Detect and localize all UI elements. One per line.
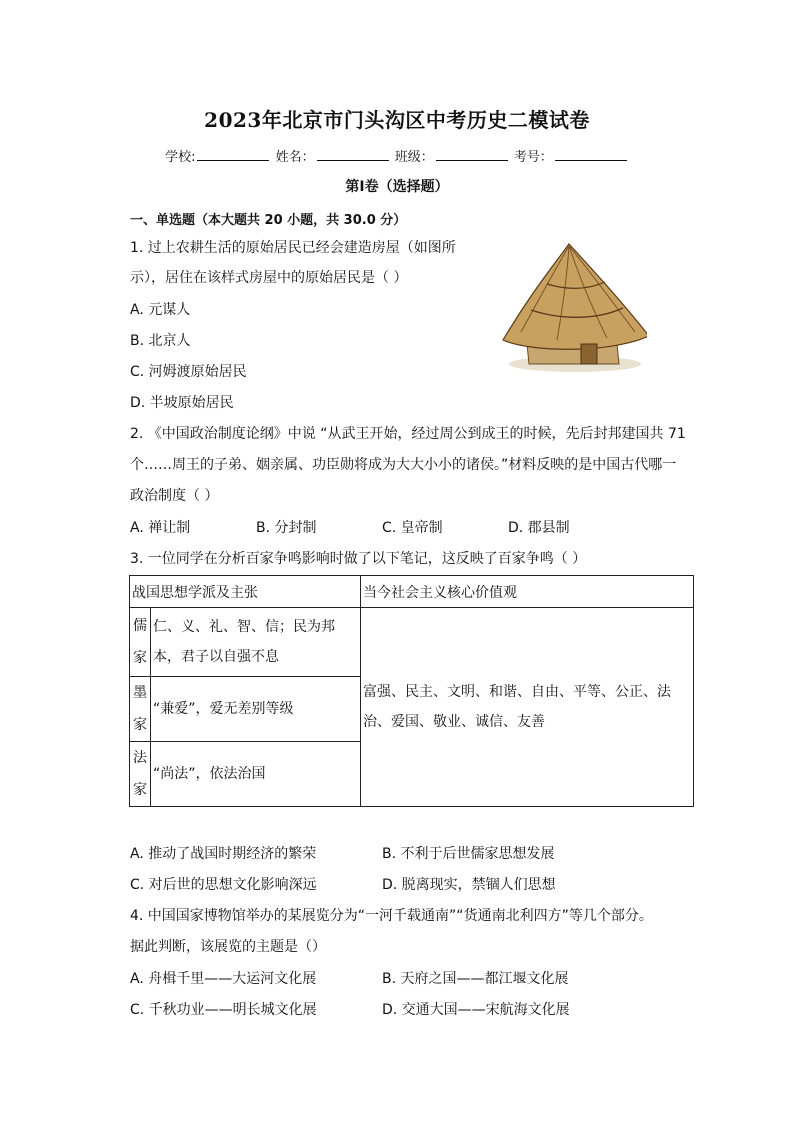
q3-line1: 3. 一位同学在分析百家争鸣影响时做了以下笔记，这反映了百家争鸣（ ） xyxy=(130,551,587,567)
q4-option-a: A. 舟楫千里——大运河文化展 xyxy=(130,971,317,987)
exam-no-blank[interactable] xyxy=(555,148,627,161)
table-desc-mohist: “兼爱”，爱无差别等级 xyxy=(151,677,361,742)
section-heading: 一、单选题（本大题共 20 小题，共 30.0 分） xyxy=(130,213,407,228)
q3-option-c: C. 对后世的思想文化影响深远 xyxy=(130,877,317,893)
school-blank[interactable] xyxy=(197,148,269,161)
q2-option-b: B. 分封制 xyxy=(256,520,317,536)
q3-option-b: B. 不利于后世儒家思想发展 xyxy=(382,846,555,862)
q2-option-c: C. 皇帝制 xyxy=(382,520,443,536)
q4-line1: 4. 中国国家博物馆举办的某展览分为“一河千载通南”“货通南北利四方”等几个部分。 xyxy=(130,908,653,924)
q2-line3: 政治制度（ ） xyxy=(130,488,219,504)
page-title: 2023年北京市门头沟区中考历史二模试卷 xyxy=(204,108,590,132)
q4-option-b: B. 天府之国——都江堰文化展 xyxy=(382,971,569,987)
q3-option-a: A. 推动了战国时期经济的繁荣 xyxy=(130,846,317,862)
table-school-mohist: 墨家 xyxy=(130,677,151,742)
table-school-confucian: 儒家 xyxy=(130,608,151,677)
name-label: 姓名： xyxy=(275,150,315,165)
table-core-values: 富强、民主、文明、和谐、自由、平等、公正、法治、爱国、敬业、诚信、友善 xyxy=(361,608,694,807)
q4-line2: 据此判断，该展览的主题是（） xyxy=(130,939,326,955)
q4-option-c: C. 千秋功业——明长城文化展 xyxy=(130,1002,317,1018)
q2-option-d: D. 郡县制 xyxy=(508,520,570,536)
q3-table xyxy=(129,575,694,807)
q2-line2: 个……周王的子弟、姻亲属、功臣勋将成为大大小小的诸侯。”材料反映的是中国古代哪一 xyxy=(130,457,677,473)
school-label: 学校: xyxy=(165,150,196,165)
q1-option-a: A. 元谋人 xyxy=(130,302,191,318)
table-desc-confucian: 仁、义、礼、智、信；民为邦本，君子以自强不息 xyxy=(151,608,361,677)
q1-line1: 1. 过上农耕生活的原始居民已经会建造房屋（如图所 xyxy=(130,240,456,256)
q1-option-c: C. 河姆渡原始居民 xyxy=(130,364,247,380)
class-label: 班级： xyxy=(394,150,434,165)
q3-option-d: D. 脱离现实，禁锢人们思想 xyxy=(382,877,556,893)
name-blank[interactable] xyxy=(317,148,389,161)
q4-option-d: D. 交通大国——宋航海文化展 xyxy=(382,1002,570,1018)
q1-line2: 示），居住在该样式房屋中的原始居民是（ ） xyxy=(130,270,408,286)
part-heading: 第Ⅰ卷（选择题） xyxy=(345,179,449,195)
table-header-left: 战国思想学派及主张 xyxy=(130,576,361,608)
table-school-legalist: 法家 xyxy=(130,742,151,807)
table-header-right: 当今社会主义核心价值观 xyxy=(361,576,694,608)
student-info-line xyxy=(0,146,794,165)
exam-no-label: 考号： xyxy=(513,150,553,165)
class-blank[interactable] xyxy=(436,148,508,161)
q2-option-a: A. 禅让制 xyxy=(130,520,191,536)
q1-option-d: D. 半坡原始居民 xyxy=(130,395,234,411)
thatched-hut-illustration xyxy=(497,236,647,376)
table-desc-legalist: “尚法”，依法治国 xyxy=(151,742,361,807)
q1-option-b: B. 北京人 xyxy=(130,333,191,349)
q2-line1: 2. 《中国政治制度论纲》中说 “从武王开始，经过周公到成王的时候，先后封邦建国共 71 xyxy=(130,426,686,442)
